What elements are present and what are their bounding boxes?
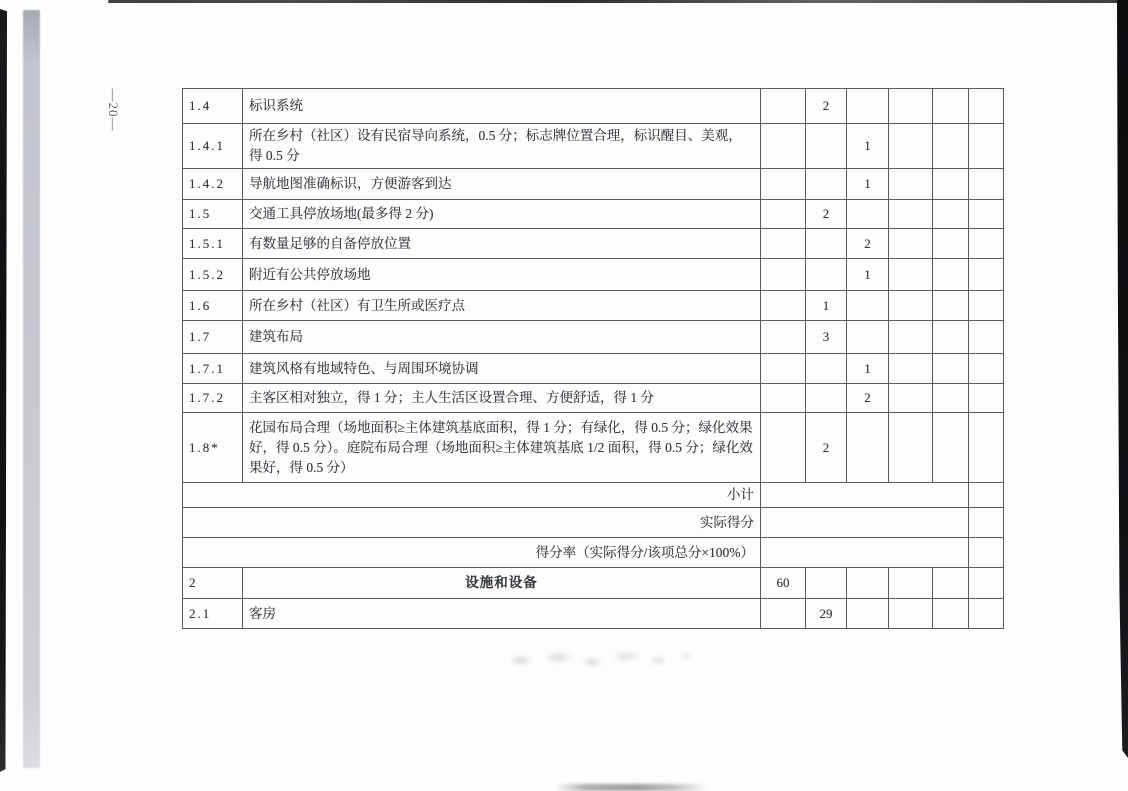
score-cell — [933, 354, 969, 384]
summary-score-cell — [761, 483, 969, 508]
table-row — [183, 384, 1004, 413]
item-description-cell: 设施和设备 — [243, 568, 761, 599]
score-cell — [969, 169, 1004, 200]
item-description-cell: 建筑风格有地域特色、与周围环境协调 — [243, 354, 761, 384]
item-code-cell: 1.4 — [183, 89, 243, 124]
score-cell — [969, 413, 1004, 483]
score-cell — [847, 200, 889, 229]
table-row — [183, 89, 1004, 124]
score-cell: 2 — [847, 229, 889, 259]
table-row — [183, 413, 1004, 483]
score-cell — [969, 124, 1004, 169]
score-cell — [969, 321, 1004, 354]
score-cell: 1 — [806, 291, 847, 321]
score-cell — [889, 321, 933, 354]
item-code-cell: 1.7.2 — [183, 384, 243, 413]
summary-score-cell — [761, 538, 969, 568]
score-cell — [761, 89, 806, 124]
item-code-cell: 1.5.1 — [183, 229, 243, 259]
table-row — [183, 354, 1004, 384]
score-cell — [847, 413, 889, 483]
score-cell — [806, 384, 847, 413]
item-description-cell: 客房 — [243, 599, 761, 629]
score-cell — [933, 291, 969, 321]
score-cell — [889, 124, 933, 169]
summary-score-cell — [761, 508, 969, 538]
score-cell — [969, 354, 1004, 384]
score-cell — [969, 599, 1004, 629]
table-row — [183, 508, 1004, 538]
score-cell — [806, 229, 847, 259]
score-cell — [847, 89, 889, 124]
score-cell — [933, 259, 969, 291]
score-cell: 1 — [847, 124, 889, 169]
item-description-cell: 所在乡村（社区）有卫生所或医疗点 — [243, 291, 761, 321]
score-cell — [761, 413, 806, 483]
table-row — [183, 200, 1004, 229]
score-cell — [889, 384, 933, 413]
item-description-cell: 所在乡村（社区）设有民宿导向系统，0.5 分；标志牌位置合理，标识醒目、美观，得 0.5 分 — [243, 124, 761, 169]
score-cell — [889, 229, 933, 259]
table-row — [183, 291, 1004, 321]
score-cell — [933, 169, 969, 200]
table-row — [183, 568, 1004, 599]
scan-artifact-bleedthrough — [495, 644, 707, 674]
item-code-cell: 1.4.1 — [183, 124, 243, 169]
score-cell — [933, 89, 969, 124]
item-description-cell: 建筑布局 — [243, 321, 761, 354]
score-cell — [847, 291, 889, 321]
table-row — [183, 321, 1004, 354]
score-cell: 60 — [761, 568, 806, 599]
score-cell: 3 — [806, 321, 847, 354]
scan-artifact-bottom-smudge — [555, 784, 707, 791]
score-cell — [761, 321, 806, 354]
score-cell — [969, 259, 1004, 291]
item-description-cell: 主客区相对独立，得 1 分；主人生活区设置合理、方便舒适，得 1 分 — [243, 384, 761, 413]
score-cell — [969, 89, 1004, 124]
score-cell: 2 — [806, 413, 847, 483]
score-cell — [969, 568, 1004, 599]
item-code-cell: 1.8* — [183, 413, 243, 483]
summary-label-cell: 实际得分 — [183, 508, 761, 538]
score-cell — [933, 229, 969, 259]
table-row — [183, 538, 1004, 568]
score-cell — [806, 354, 847, 384]
score-cell — [806, 169, 847, 200]
score-cell — [889, 599, 933, 629]
item-description-cell: 交通工具停放场地(最多得 2 分) — [243, 200, 761, 229]
score-cell — [933, 321, 969, 354]
summary-label-cell: 小计 — [183, 483, 761, 508]
score-cell — [933, 124, 969, 169]
score-cell — [969, 200, 1004, 229]
score-cell — [969, 384, 1004, 413]
item-description-cell: 导航地图准确标识，方便游客到达 — [243, 169, 761, 200]
score-cell — [889, 413, 933, 483]
score-cell — [889, 89, 933, 124]
scan-artifact-right-edge — [1117, 0, 1128, 758]
table-row — [183, 259, 1004, 291]
item-description-cell: 标识系统 — [243, 89, 761, 124]
score-cell — [933, 568, 969, 599]
score-cell — [889, 200, 933, 229]
item-description-cell: 附近有公共停放场地 — [243, 259, 761, 291]
page-number: —20— — [106, 88, 121, 132]
score-cell: 1 — [847, 259, 889, 291]
item-code-cell: 2 — [183, 568, 243, 599]
score-cell — [933, 200, 969, 229]
evaluation-score-table — [182, 88, 1004, 629]
score-cell — [761, 200, 806, 229]
score-cell — [969, 483, 1004, 508]
score-cell — [806, 124, 847, 169]
score-cell — [969, 538, 1004, 568]
item-description-cell: 有数量足够的自备停放位置 — [243, 229, 761, 259]
score-cell — [933, 384, 969, 413]
scan-artifact-top-edge — [108, 0, 1128, 3]
summary-label-cell: 得分率（实际得分/该项总分×100%） — [183, 538, 761, 568]
score-cell — [969, 229, 1004, 259]
score-cell: 2 — [847, 384, 889, 413]
item-code-cell: 1.6 — [183, 291, 243, 321]
item-code-cell: 1.5.2 — [183, 259, 243, 291]
score-cell — [933, 413, 969, 483]
item-code-cell: 2.1 — [183, 599, 243, 629]
score-cell — [847, 568, 889, 599]
scan-artifact-binding-shadow — [23, 10, 40, 768]
score-cell — [847, 321, 889, 354]
item-code-cell: 1.7 — [183, 321, 243, 354]
item-description-cell: 花园布局合理（场地面积≥主体建筑基底面积，得 1 分；有绿化，得 0.5 分；绿化效果好，得 0.5 分）。庭院布局合理（场地面积≥主体建筑基底 1/2 面积，得 0.5 分；绿化效果好，得 0.5 分） — [243, 413, 761, 483]
score-cell — [889, 291, 933, 321]
score-cell: 2 — [806, 200, 847, 229]
score-cell — [761, 291, 806, 321]
score-cell — [761, 124, 806, 169]
score-cell — [889, 568, 933, 599]
table-row — [183, 483, 1004, 508]
item-code-cell: 1.5 — [183, 200, 243, 229]
score-cell — [761, 169, 806, 200]
score-cell — [761, 259, 806, 291]
score-cell — [806, 259, 847, 291]
table-row — [183, 169, 1004, 200]
score-cell — [761, 384, 806, 413]
score-cell: 1 — [847, 354, 889, 384]
score-cell — [761, 599, 806, 629]
score-cell — [933, 599, 969, 629]
score-cell — [889, 354, 933, 384]
score-cell — [806, 568, 847, 599]
score-cell — [889, 259, 933, 291]
score-cell: 2 — [806, 89, 847, 124]
score-cell: 1 — [847, 169, 889, 200]
score-cell — [969, 508, 1004, 538]
score-cell — [761, 354, 806, 384]
score-cell — [969, 291, 1004, 321]
item-code-cell: 1.4.2 — [183, 169, 243, 200]
score-cell: 29 — [806, 599, 847, 629]
score-cell — [889, 169, 933, 200]
item-code-cell: 1.7.1 — [183, 354, 243, 384]
scan-artifact-left-edge — [0, 9, 7, 772]
table-row — [183, 599, 1004, 629]
score-cell — [847, 599, 889, 629]
table-row — [183, 229, 1004, 259]
table-row — [183, 124, 1004, 169]
score-cell — [761, 229, 806, 259]
